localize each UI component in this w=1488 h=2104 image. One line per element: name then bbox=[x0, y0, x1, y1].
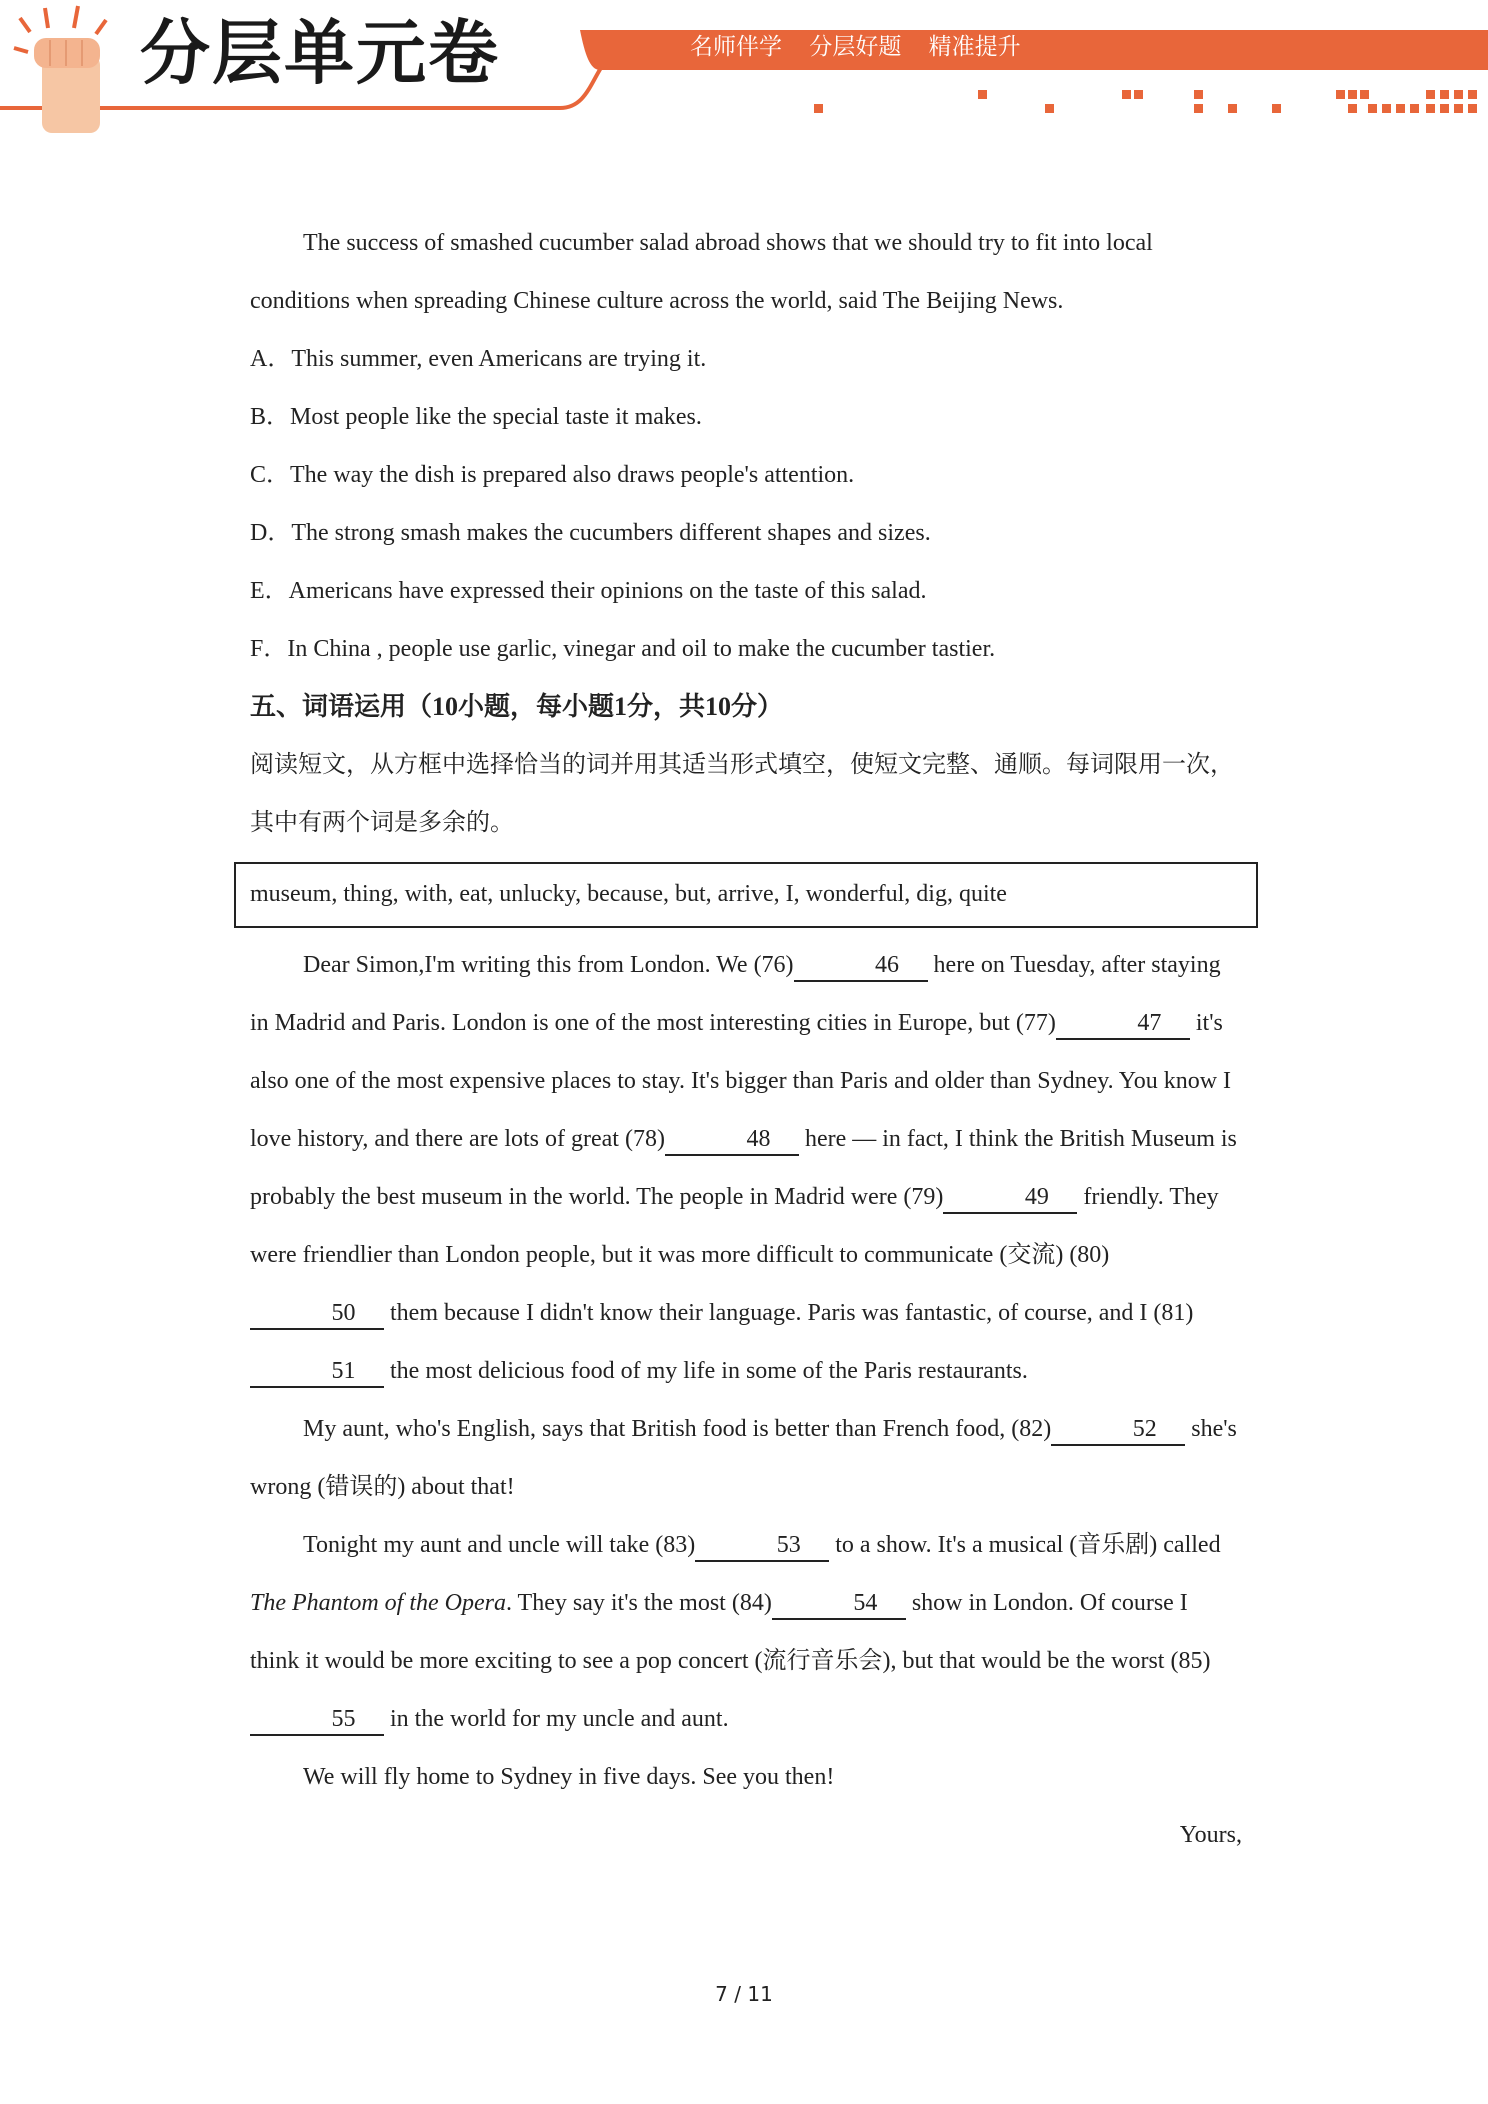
letter-text: to a show. It's a musical (音乐剧) called bbox=[829, 1532, 1221, 1558]
option-list bbox=[250, 330, 1242, 678]
letter-text: she's wrong (错误的) about that! bbox=[250, 1416, 1237, 1500]
letter-text: in the world for my uncle and aunt. bbox=[384, 1706, 729, 1732]
blank-50[interactable]: 50 bbox=[250, 1298, 384, 1330]
letter-text: the most delicious food of my life in some of the Paris restaurants. bbox=[384, 1358, 1028, 1384]
blank-48[interactable]: 48 bbox=[665, 1124, 799, 1156]
option-a: A．This summer, even Americans are trying it. bbox=[250, 346, 707, 372]
letter-text: Dear Simon,I'm writing this from London. We (76) bbox=[303, 952, 794, 978]
slogan-1: 名师伴学 bbox=[690, 34, 782, 60]
letter-paragraph-1 bbox=[250, 936, 1242, 1400]
option-e: E．Americans have expressed their opinions on the taste of this salad. bbox=[250, 578, 927, 604]
letter-text: . They say it's the most (84) bbox=[505, 1590, 772, 1616]
section-instruction: 阅读短文，从方框中选择恰当的词并用其适当形式填空，使短文完整、通顺。每词限用一次，其中有两个词是多余的。 bbox=[250, 752, 1234, 836]
blank-55[interactable]: 55 bbox=[250, 1704, 384, 1736]
blank-53[interactable]: 53 bbox=[695, 1530, 829, 1562]
page-header bbox=[0, 0, 1488, 140]
blank-49[interactable]: 49 bbox=[943, 1182, 1077, 1214]
option-d: D．The strong smash makes the cucumbers different shapes and sizes. bbox=[250, 520, 931, 546]
letter-text: Tonight my aunt and uncle will take (83) bbox=[303, 1532, 696, 1558]
fist-icon bbox=[14, 6, 106, 133]
slogan-3: 精准提升 bbox=[928, 34, 1021, 60]
brand-title: 分层单元卷 bbox=[140, 12, 500, 94]
page-number: 7 / 11 bbox=[715, 1982, 773, 2006]
letter-text: My aunt, who's English, says that British food is better than French food, (82) bbox=[303, 1416, 1052, 1442]
section-title: 五、词语运用（10小题，每小题1分，共10分） bbox=[250, 692, 784, 721]
blank-47[interactable]: 47 bbox=[1056, 1008, 1190, 1040]
option-f: F．In China , people use garlic, vinegar and oil to make the cucumber tastier. bbox=[250, 636, 996, 662]
blank-51[interactable]: 51 bbox=[250, 1356, 384, 1388]
letter-text: friendly. They were friendlier than London people, but it was more difficult to communicate (交流) (80) bbox=[250, 1184, 1219, 1268]
letter-paragraph-3 bbox=[250, 1516, 1242, 1748]
decorative-dots bbox=[814, 90, 1477, 113]
option-c: C．The way the dish is prepared also draws people's attention. bbox=[250, 462, 855, 488]
musical-title: The Phantom of the Opera bbox=[250, 1590, 506, 1616]
word-box: museum, thing, with, eat, unlucky, because, but, arrive, I, wonderful, dig, quite bbox=[234, 862, 1258, 928]
page-content bbox=[250, 214, 1242, 1864]
letter-text: here on Tuesday, after staying in Madrid and Paris. London is one of the most interesting cities in Europe, but (77) bbox=[250, 952, 1221, 1036]
blank-52[interactable]: 52 bbox=[1051, 1414, 1185, 1446]
letter-paragraph-4: We will fly home to Sydney in five days. See you then! bbox=[303, 1764, 835, 1790]
slogan-bar bbox=[690, 36, 1041, 59]
letter-text: them because I didn't know their language. Paris was fantastic, of course, and I (81) bbox=[384, 1300, 1194, 1326]
slogan-2: 分层好题 bbox=[809, 34, 902, 60]
letter-closing: Yours, bbox=[1179, 1822, 1242, 1848]
blank-46[interactable]: 46 bbox=[794, 950, 928, 982]
letter-text: show in London. Of course I think it would be more exciting to see a pop concert (流行音乐会), but that would be the worst (85) bbox=[250, 1590, 1211, 1674]
letter-text: it's also one of the most expensive places to stay. It's bigger than Paris and older than Sydney. You know I love history, and there are lots of great (78) bbox=[250, 1010, 1232, 1152]
letter-paragraph-2 bbox=[250, 1400, 1242, 1516]
blank-54[interactable]: 54 bbox=[772, 1588, 906, 1620]
option-b: B．Most people like the special taste it makes. bbox=[250, 404, 702, 430]
passage-paragraph: The success of smashed cucumber salad abroad shows that we should try to fit into local conditions when spreading Chinese culture across the world, said The Beijing News. bbox=[250, 230, 1153, 314]
letter-text: here — in fact, I think the British Museum is probably the best museum in the world. The people in Madrid were (79) bbox=[250, 1126, 1237, 1210]
